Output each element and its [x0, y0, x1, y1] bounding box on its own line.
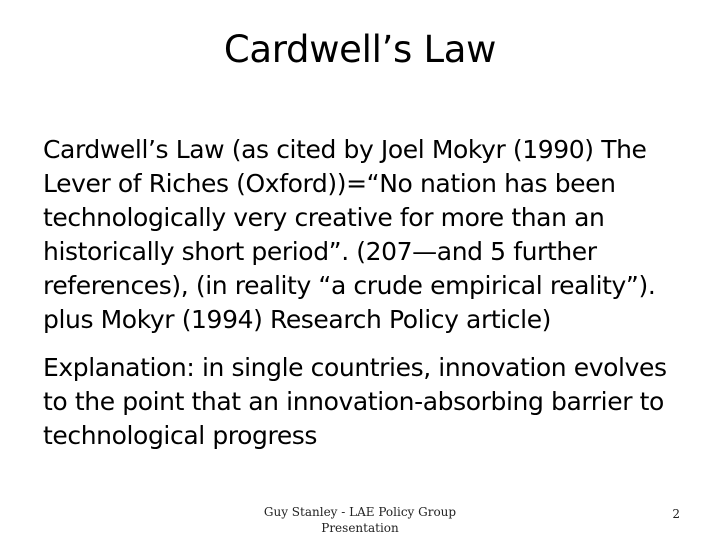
- slide-body: [43, 133, 693, 467]
- body-paragraph-cardwells-law: Cardwell’s Law (as cited by Joel Mokyr (1990) The Lever of Riches (Oxford))=“No nation has been technologically very creative for more than an historically short period”. (207—and 5 further references), (in reality “a crude empirical reality”). plus Mokyr (1994) Research Policy article): [43, 135, 656, 334]
- slide-title: Cardwell’s Law: [223, 28, 497, 71]
- page-number: 2: [672, 507, 680, 521]
- slide-footer: [230, 504, 490, 536]
- footer-author: Guy Stanley - LAE Policy Group: [263, 505, 457, 519]
- footer-presentation: Presentation: [321, 521, 399, 535]
- body-paragraph-explanation: Explanation: in single countries, innovation evolves to the point that an innovation-absorbing barrier to technological progress: [43, 353, 667, 450]
